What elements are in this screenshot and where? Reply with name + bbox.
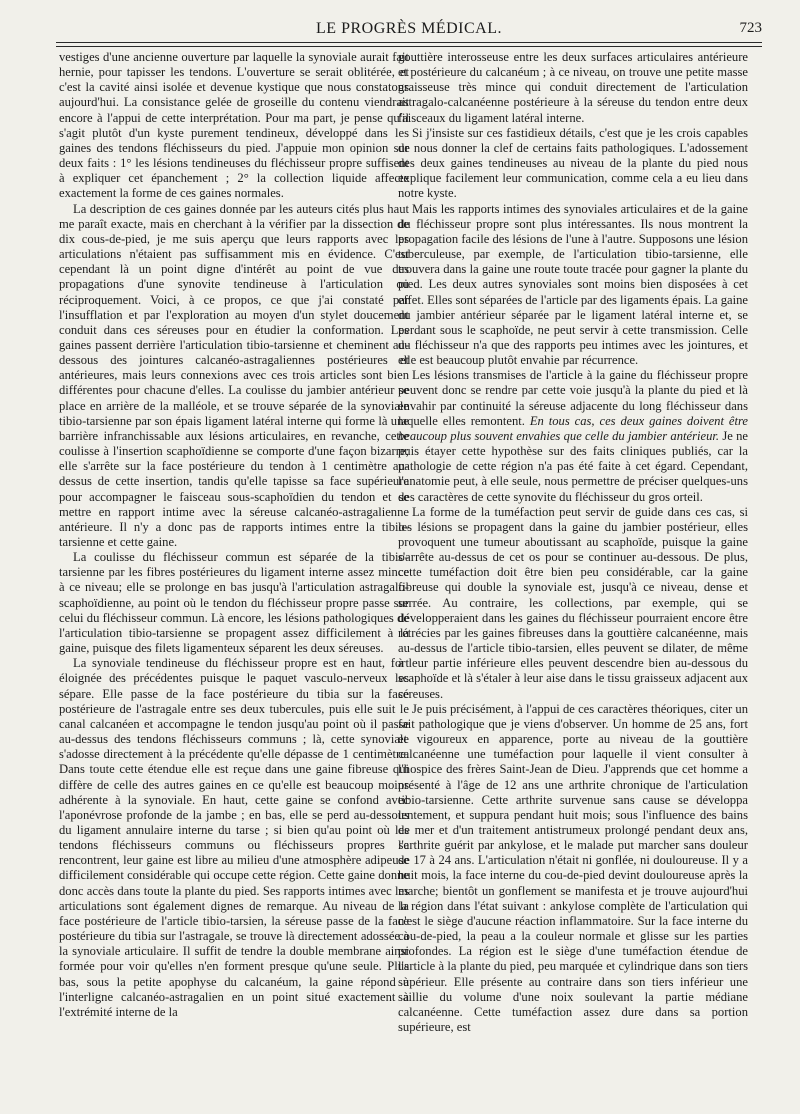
paragraph: La forme de la tuméfaction peut servir de guide dans ces cas, si les lésions se propagent dans la gaine du jambier postérieur, elles provoquent une tumeur aboutissant au scaphoïde, puisque la gaine s'arrête au-dessus de cet os pour se continuer au-dessous. De plus, cette tuméfaction doit être bien peu considérable, car la gaine fibreuse qui double la synoviale est, jusqu'à ce niveau, dense et serrée. Au contraire, les collections, par exemple, qui se développeraient dans les gaines du fléchisseur pourraient encore être rétrécies par les gaines fibreuses dans la gouttière calcanéenne, mais au-dessus de l'article tibio-tarsien, elles peuvent se dilater, de même à leur partie inférieure elles peuvent descendre bien au-dessous du scaphoïde et là s'étaler à leur aise dans le tissu graisseux adjacent aux séreuses. <box>398 504 748 701</box>
paragraph: gouttière interosseuse entre les deux surfaces articulaires antérieure et postérieure du calcanéum ; à ce niveau, on trouve une petite masse graisseuse très mince qui conduit directement de l'articulation astragalo-calcanéenne postérieure à la séreuse du tendon entre deux faisceaux du ligament latéral interne. <box>398 50 748 125</box>
header-rule-thin <box>56 46 762 47</box>
italic-emphasis: En tous cas, ces deux gaines doivent être beaucoup plus souvent envahies que celle du jambier antérieur. <box>398 413 748 443</box>
paragraph: vestiges d'une ancienne ouverture par laquelle la synoviale aurait fait hernie, pour tapisser les tendons. L'ouverture se serait oblitérée, et c'est la cavité ainsi isolée et devenue kystique que nous constatons aujourd'hui. La consistance gelée de groseille du contenu viendrait encore à l'appui de cette interprétation. Pour ma part, je pense qu'il s'agit plutôt d'un kyste purement tendineux, développé dans les gaines des tendons fléchisseurs du pied. J'appuie mon opinion sur deux faits : 1° les lésions tendineuses du fléchisseur propre suffisent à expliquer cet épanchement ; 2° la collection liquide affecte exactement la forme de ces gaines normales. <box>59 50 409 201</box>
paragraph: La synoviale tendineuse du fléchisseur propre est en haut, fort éloignée des précédentes puisque le paquet vasculo-nerveux les sépare. Elle passe de la face postérieure du tibia sur la face postérieure de l'astragale entre ses deux tubercules, puis elle suit le canal calcanéen et accompagne le tendon jusqu'au point où il passe au-dessus des tendons fléchisseurs communs ; là, cette synoviale s'adosse directement à la précédente qu'elle dépasse de 1 centimètre. Dans toute cette étendue elle est reçue dans une gaine fibreuse qui diffère de celle des autres gaines en ce qu'elle est beaucoup moins adhérente à la synoviale. En haut, cette gaine se confond avec l'aponévrose profonde de la jambe ; en bas, elle se perd au-dessous du ligament annulaire interne du tarse ; si bien qu'au point où les tendons fléchisseurs communs ou fléchisseurs propres se rencontrent, leur gaine est libre au milieu d'une atmosphère adipeuse difficilement considérable qui occupe cette région. Cette gaine donne donc accès dans toute la plante du pied. Ses rapports intimes avec les articulations sont également dignes de remarque. Au niveau de la face postérieure de l'article tibio-tarsien, la séreuse passe de la face postérieure du tibia sur l'astragale, se trouve là directement adossée à la synoviale articulaire. Il suffit de tendre la double membrane ainsi formée pour voir qu'elles n'en forment presque qu'une seule. Plus bas, sous la petite apophyse du calcanéum, la gaine répond à l'interligne calcanéo-astragalien en un point situé exactement à l'extrémité interne de la <box>59 656 409 1019</box>
paragraph: Si j'insiste sur ces fastidieux détails, c'est que je les crois capables de nous donner la clef de certains faits pathologiques. L'adossement des deux gaines tendineuses au niveau de la plante du pied nous explique facilement leur communication, comme cela a eu lieu dans notre kyste. <box>398 125 748 201</box>
right-column <box>398 50 748 1100</box>
paragraph: La description de ces gaines donnée par les auteurs cités plus haut me paraît exacte, mais en cherchant à la vérifier par la dissection de dix cous-de-pied, je me suis aperçu que leurs rapports avec les articulations n'étaient pas suffisamment mis en évidence. C'est cependant là un point digne d'intérêt au point de vue des propagations d'une synovite tendineuse à l'articulation ou réciproquement. Voici, à ce propos, ce que j'ai constaté par l'insufflation et par l'exploration au moyen d'un stylet doucement conduit dans ces séreuses pour en étudier la conformation. Les gaines passent derrière l'articulation tibio-tarsienne et cheminent au-dessous des jointures calcanéo-astragaliennes postérieures et antérieures, mais leurs connexions avec ces trois articles sont bien différentes pour chacune d'elles. La coulisse du jambier antérieur se place en arrière de la malléole, et se trouve séparée de la synoviale tibio-tarsienne par son épais ligament latéral interne qui forme là une barrière infranchissable aux lésions articulaires, en revanche, cette coulisse à l'insertion scaphoïdienne se comporte d'une façon bizarre; elle s'arrête sur la face postérieure du tendon à 1 centimètre au-dessus de cette insertion, tandis qu'elle tapisse sa face supérieure pour accompagner le faisceau sous-scaphoïdien du tendon et se mettre en rapport intime avec la séreuse calcanéo-astragalienne antérieure. Il n'y a donc pas de rapports intimes entre la tibio-tarsienne et cette gaine. <box>59 201 409 549</box>
paragraph: Mais les rapports intimes des synoviales articulaires et de la gaine du fléchisseur propre sont plus intéressantes. Ils nous montrent la propagation facile des lésions de l'une à l'autre. Supposons une lésion tuberculeuse, par exemple, de l'articulation tibio-tarsienne, elle trouvera dans la gaine une route toute tracée pour gagner la plante du pied. Les deux autres synoviales sont moins bien disposées à cet effet. Elles sont séparées de l'article par des ligaments épais. La gaine du jambier antérieur séparée par le ligament latéral interne et, se perdant sous le scaphoïde, ne peut servir à cette transmission. Celle du fléchisseur n'a que des rapports peu intimes avec les jointures, et elle est beaucoup plutôt envahie par récurrence. <box>398 201 748 368</box>
paragraph <box>398 368 748 504</box>
journal-title: LE PROGRÈS MÉDICAL. <box>316 20 502 37</box>
paragraph-text: Je ne puis étayer cette hypothèse sur des faits cliniques publiés, car la pathologie de cette région n'a pas été faite à cet égard. Cependant, l'anatomie peut, à elle seule, nous permettre de préciser quelques-uns des caractères de cette synovite du fléchisseur du gros orteil. <box>398 428 748 504</box>
running-header <box>56 18 762 38</box>
paragraph: Je puis précisément, à l'appui de ces caractères théoriques, citer un fait pathologique que je viens d'observer. Un homme de 25 ans, fort et vigoureux en apparence, porte au niveau de la gouttière calcanéenne une tuméfaction pour laquelle il vient consulter à l'hospice des frères Saint-Jean de Dieu. J'apprends que cet homme a présenté à l'âge de 12 ans une arthrite chronique de l'articulation tibio-tarsienne. Cette arthrite survenue sans cause se développa lentement, et suppura pendant huit mois; sous l'influence des bains de mer et d'un traitement antistrumeux prolongé pendant deux ans, l'arthrite guérit par ankylose, et le malade put marcher sans douleur de 17 à 24 ans. L'articulation n'était ni gonflée, ni douloureuse. Il y a huit mois, la face interne du cou-de-pied devint douloureuse après la marche; bientôt un gonflement se manifesta et je trouve aujourd'hui la région dans l'état suivant : ankylose complète de l'articulation qui n'est le siège d'aucune réaction inflammatoire. Sur la face interne du cou-de-pied, la peau a la couleur normale et glisse sur les parties profondes. La région est le siège d'une tuméfaction étendue de l'article à la plante du pied, peu marquée et cylindrique dans son tiers supérieur. Elle présente au contraire dans son tiers inférieur une saillie du volume d'une noix soulevant la partie médiane calcanéenne. Cette tuméfaction assez dure dans sa portion supérieure, est <box>398 701 748 1034</box>
left-column <box>59 50 409 1100</box>
header-rule-thick <box>56 42 762 43</box>
page-number: 723 <box>739 20 762 36</box>
paragraph: La coulisse du fléchisseur commun est séparée de la tibio-tarsienne par les fibres postérieures du ligament interne assez mince à ce niveau; elle se prolonge en bas jusqu'à l'articulation astragalo-scaphoïdienne, au point où le tendon du fléchisseur propre passe sur celui du fléchisseur commun. Là encore, les lésions pathologiques de l'articulation tibio-tarsienne se propagent assez difficilement à la gaine, puisque des filets ligamenteux séparent les deux séreuses. <box>59 550 409 656</box>
paragraph-text: Les lésions transmises de l'article à la gaine du fléchisseur propre peuvent donc se rendre par cette voie jusqu'à la plante du pied et là envahir par continuité la séreuse adjacente du long fléchisseur dans laquelle elles remontent. <box>398 368 748 428</box>
